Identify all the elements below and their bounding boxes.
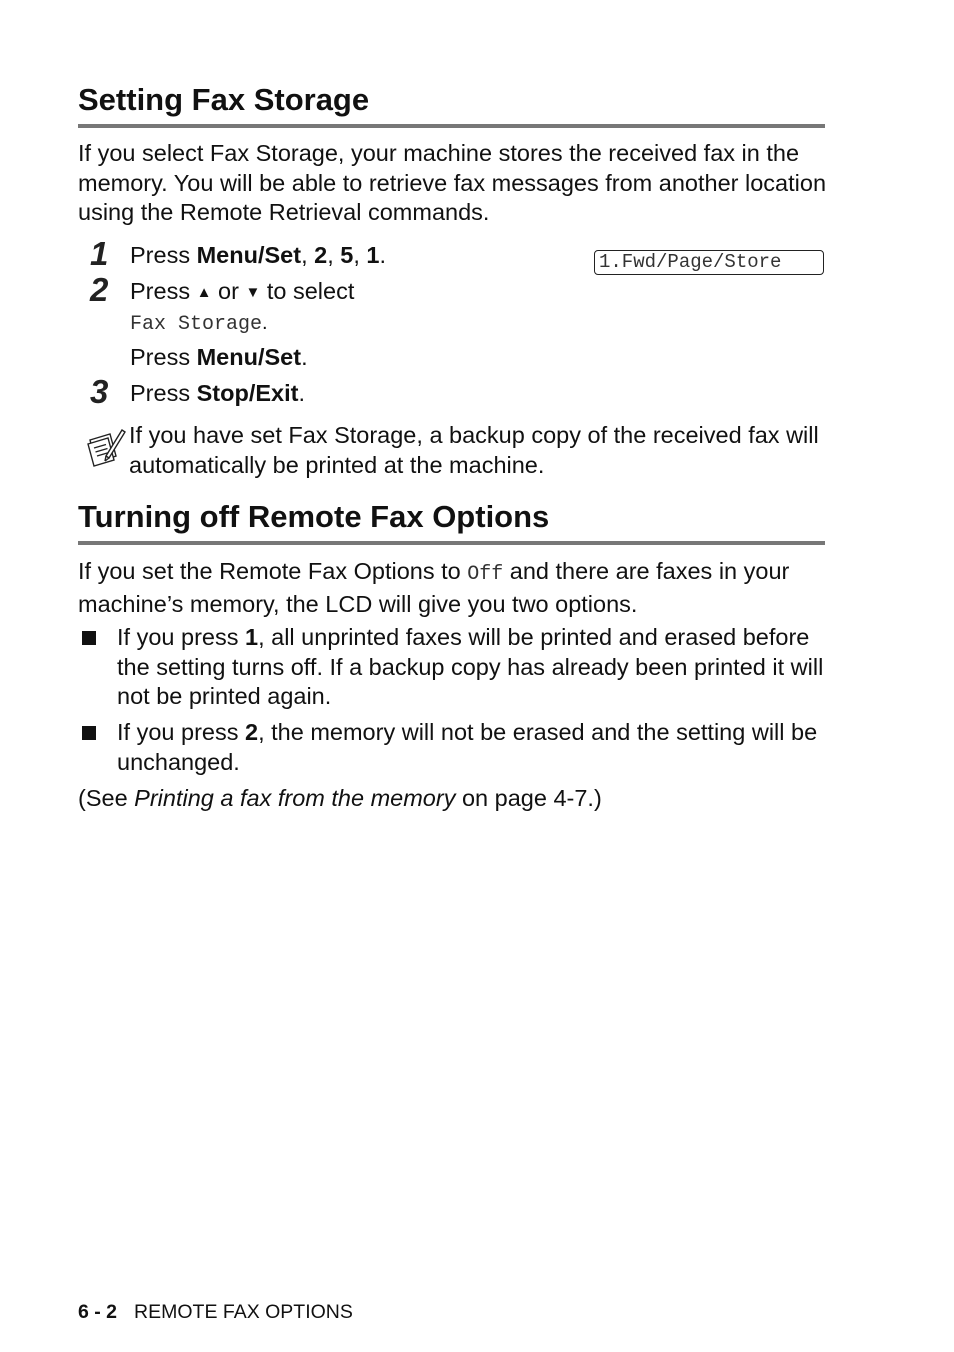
intro-paragraph: If you select Fax Storage, your machine stores the received fax in the memory. You will be able to retrieve fax messages from another location using the Remote Retrieval commands. [78, 140, 827, 225]
key-2: 2 [245, 719, 259, 745]
section-title-remote-fax-off: Turning off Remote Fax Options [78, 499, 550, 534]
step-text: . [298, 380, 305, 406]
intro-text: If you set the Remote Fax Options to [78, 558, 468, 584]
step-text: to select [260, 278, 355, 304]
step-2-line-1 [130, 277, 354, 308]
key-menu-set: Menu/Set [196, 344, 302, 370]
note-pencil-icon [86, 426, 126, 468]
step-number: 2 [90, 271, 109, 308]
cross-reference-link[interactable]: Printing a fax from the memory [134, 785, 456, 811]
step-text: . [262, 312, 268, 334]
step-1-text: Press Menu/Set, 2, 5, 1. [130, 242, 387, 268]
down-arrow-icon: ▼ [245, 284, 261, 301]
lcd-option-text: Off [467, 563, 504, 586]
see-text: on page 4-7.) [455, 785, 602, 811]
key-1: 1 [366, 242, 380, 268]
note-text: If you have set Fax Storage, a backup copy of the received fax will automatically be printed at the machine. [129, 422, 819, 478]
section2-intro [78, 557, 828, 619]
section-title-fax-storage: Setting Fax Storage [78, 82, 370, 117]
key-1: 1 [245, 624, 259, 650]
step-text: Press [130, 380, 197, 406]
key-5: 5 [340, 242, 354, 268]
bullet-square-icon [82, 726, 96, 740]
key-menu-set: Menu/Set [196, 242, 302, 268]
key-2: 2 [314, 242, 328, 268]
section-rule [78, 124, 825, 128]
step-3-text [130, 379, 305, 409]
lcd-display: 1.Fwd/Page/Store [594, 250, 824, 275]
bullet-square-icon [82, 631, 96, 645]
intro-text: and there are faxes in your machine’s memory, the LCD will give you two options. [78, 558, 790, 617]
step-number: 1 [90, 235, 109, 272]
up-arrow-icon: ▲ [196, 284, 212, 301]
lcd-option-text: Fax Storage [130, 313, 263, 336]
step-text: . [301, 344, 308, 370]
step-text: Press [130, 278, 197, 304]
see-text: (See [78, 785, 135, 811]
key-stop-exit: Stop/Exit [196, 380, 299, 406]
see-reference [78, 784, 828, 814]
bullet-text: If you press [117, 719, 245, 745]
step-text: or [211, 278, 246, 304]
chapter-title: REMOTE FAX OPTIONS [134, 1301, 353, 1323]
step-text: . [379, 242, 387, 268]
step-number: 3 [90, 373, 109, 410]
step-text: Press [130, 242, 197, 268]
page-footer [78, 1301, 353, 1324]
bullet-text: , all unprinted faxes will be printed and erased before the setting turns off. If a backup copy has already been printed it will not be printed again. [117, 624, 824, 709]
step-2-option [130, 310, 268, 338]
bullet-item [117, 623, 827, 712]
page-number: 6 - 2 [78, 1301, 118, 1323]
bullet-text: , the memory will not be erased and the setting will be unchanged. [117, 719, 818, 775]
section-rule [78, 541, 825, 545]
step-2-line-3 [130, 343, 308, 373]
bullet-text: If you press [117, 624, 245, 650]
step-text: Press [130, 344, 197, 370]
bullet-item [117, 718, 827, 777]
